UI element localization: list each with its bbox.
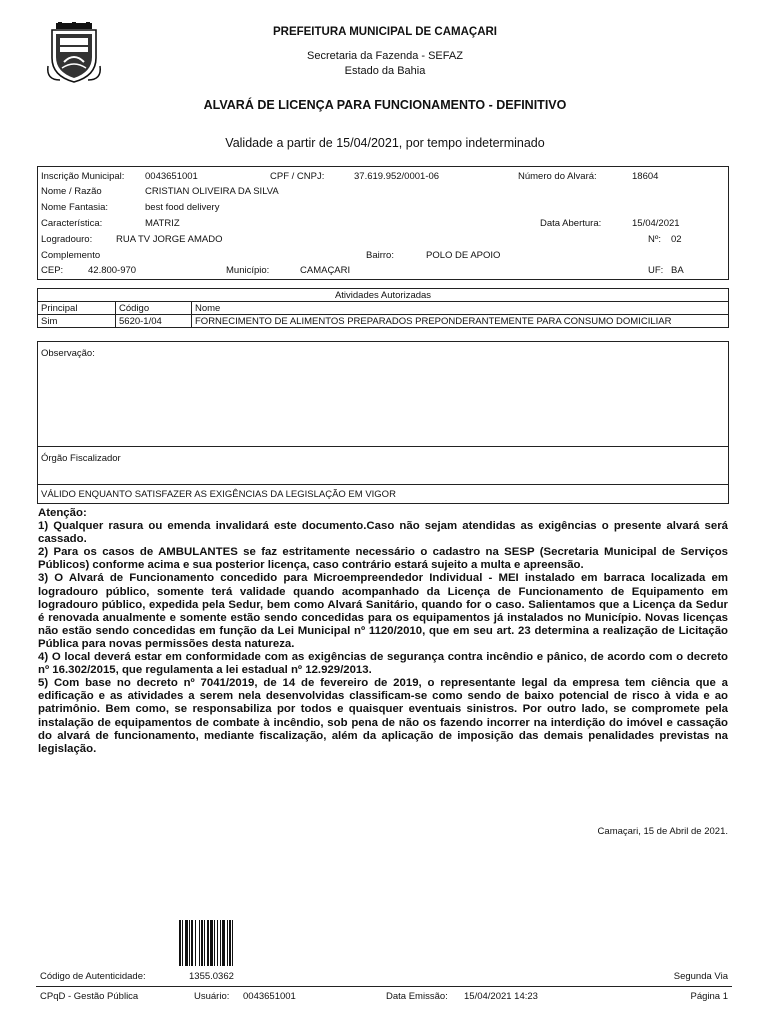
numero-label: Nº: — [648, 234, 661, 245]
nome-label: Nome / Razão — [41, 186, 102, 197]
cpf-label: CPF / CNPJ: — [270, 171, 325, 182]
fantasia-label: Nome Fantasia: — [41, 202, 109, 213]
emission-value: 15/04/2021 14:23 — [464, 991, 538, 1002]
attention-notes — [38, 507, 728, 756]
supervisory-area — [38, 447, 728, 485]
logradouro-label: Logradouro: — [41, 234, 93, 245]
bairro-value: POLO DE APOIO — [426, 250, 501, 261]
caracteristica-value: MATRIZ — [145, 218, 180, 229]
municipal-crest-icon — [46, 22, 102, 84]
auth-code-value: 1355.0362 — [189, 971, 234, 982]
fantasia-value: best food delivery — [145, 202, 220, 213]
column-header: Principal — [38, 302, 116, 315]
note-item: 5) Com base no decreto nº 7041/2019, de 14 de fevereiro de 2019, o representante legal da empresa tem ciência que a edificação e as atividades a serem nela desenvolvidas classificam-se como sendo de baixo potencial de risco à vida e ao patrimônio. Bem como, se responsabiliza por todos e quaisquer eventuais sinistros. Por outro lado, se compromete pela instalação de equipamentos de combate à incêndio, sob pena de não os fazendo incorrer na interdição do imóvel e cassação do alvará de funcionamento, mediante fiscalização, além da aplicação de imposição das demais penalidades previstas na legislação. — [38, 677, 728, 755]
user-value: 0043651001 — [243, 991, 296, 1002]
activity-code: 5620-1/04 — [116, 315, 192, 328]
observation-label: Observação: — [41, 348, 95, 359]
barcode-icon — [178, 920, 240, 966]
note-item: 1) Qualquer rasura ou emenda invalidará este documento.Caso não sejam atendidas as exigências o presente alvará será cassado. — [38, 520, 728, 546]
cep-label: CEP: — [41, 265, 64, 276]
observation-area — [38, 342, 728, 447]
column-header: Nome — [192, 302, 729, 315]
page-number: Página 1 — [690, 991, 728, 1002]
cep-value: 42.800-970 — [88, 265, 137, 276]
logradouro-value: RUA TV JORGE AMADO — [116, 234, 223, 245]
nome-value: CRISTIAN OLIVEIRA DA SILVA — [145, 186, 279, 197]
municipio-label: Município: — [226, 265, 270, 276]
activity-principal: Sim — [38, 315, 116, 328]
cpf-value: 37.619.952/0001-06 — [354, 171, 440, 182]
caracteristica-label: Característica: — [41, 218, 103, 229]
inscricao-value: 0043651001 — [145, 171, 198, 182]
uf-label: UF: — [648, 265, 664, 276]
uf-value: BA — [671, 265, 684, 276]
column-header: Código — [116, 302, 192, 315]
alvara-number-label: Número do Alvará: — [518, 171, 597, 182]
inscricao-label: Inscrição Municipal: — [41, 171, 125, 182]
footer-divider — [36, 986, 732, 987]
municipio-value: CAMAÇARI — [300, 265, 351, 276]
note-item: 4) O local deverá estar em conformidade com as exigências de segurança contra incêndio e pânico, de acordo com o decreto nº 16.302/2015, que regulamenta a lei estadual nº 12.929/2013. — [38, 651, 728, 677]
observation-box — [37, 341, 729, 504]
table-row — [38, 315, 729, 328]
note-item: 3) O Alvará de Funcionamento concedido para Microempreendedor Individual - MEI instalado em barraca localizada em logradouro público, somente terá validade quando acompanhado da Licença de Funcionamento de Equipamento em logradouro público, expedida pela Sedur, bem como Alvará Sanitário, quando for o caso. Salientamos que a Licença da Sedur é renovada anualmente e somente estão sendo concedidas para os equipamentos já instalados no Município. Novas licenças não estão sendo concedidas em função da Lei Municipal nº 1120/2010, que em seu art. 23 determina a realização de Licitação Pública para novas permissões desta natureza. — [38, 572, 728, 650]
emission-label: Data Emissão: — [386, 991, 448, 1002]
system-name: CPqD - Gestão Pública — [40, 991, 139, 1002]
auth-code-label: Código de Autenticidade: — [40, 971, 146, 982]
place-date: Camaçari, 15 de Abril de 2021. — [597, 826, 728, 837]
complemento-label: Complemento — [41, 250, 101, 261]
activity-name: FORNECIMENTO DE ALIMENTOS PREPARADOS PREPONDERANTEMENTE PARA CONSUMO DOMICILIAR — [192, 315, 729, 328]
orgao-label: Órgão Fiscalizador — [41, 453, 121, 464]
secretariat-name: Secretaria da Fazenda - SEFAZ — [307, 50, 463, 62]
state-name: Estado da Bahia — [344, 65, 426, 77]
city-hall-name: PREFEITURA MUNICIPAL DE CAMAÇARI — [272, 26, 498, 38]
user-label: Usuário: — [194, 991, 230, 1002]
notes-heading: Atenção: — [38, 507, 87, 519]
abertura-value: 15/04/2021 — [632, 218, 680, 229]
document-title: ALVARÁ DE LICENÇA PARA FUNCIONAMENTO - DEFINITIVO — [203, 98, 567, 112]
validity-note: VÁLIDO ENQUANTO SATISFAZER AS EXIGÊNCIAS DA LEGISLAÇÃO EM VIGOR — [41, 489, 396, 500]
bairro-label: Bairro: — [366, 250, 394, 261]
numero-value: 02 — [671, 234, 682, 245]
activities-table — [37, 288, 729, 330]
abertura-label: Data Abertura: — [540, 218, 602, 229]
note-item: 2) Para os casos de AMBULANTES se faz estritamente necessário o cadastro na SESP (Secretaria Municipal de Serviços Públicos) conforme acima e sua posterior licença, caso contrário estará sujeito a multa e apreensão. — [38, 546, 728, 572]
company-info-box — [37, 166, 729, 280]
validity-text: Validade a partir de 15/04/2021, por tempo indeterminado — [225, 136, 545, 150]
copy-type: Segunda Via — [673, 971, 728, 982]
activities-caption: Atividades Autorizadas — [38, 289, 729, 302]
alvara-number-value: 18604 — [632, 171, 659, 182]
